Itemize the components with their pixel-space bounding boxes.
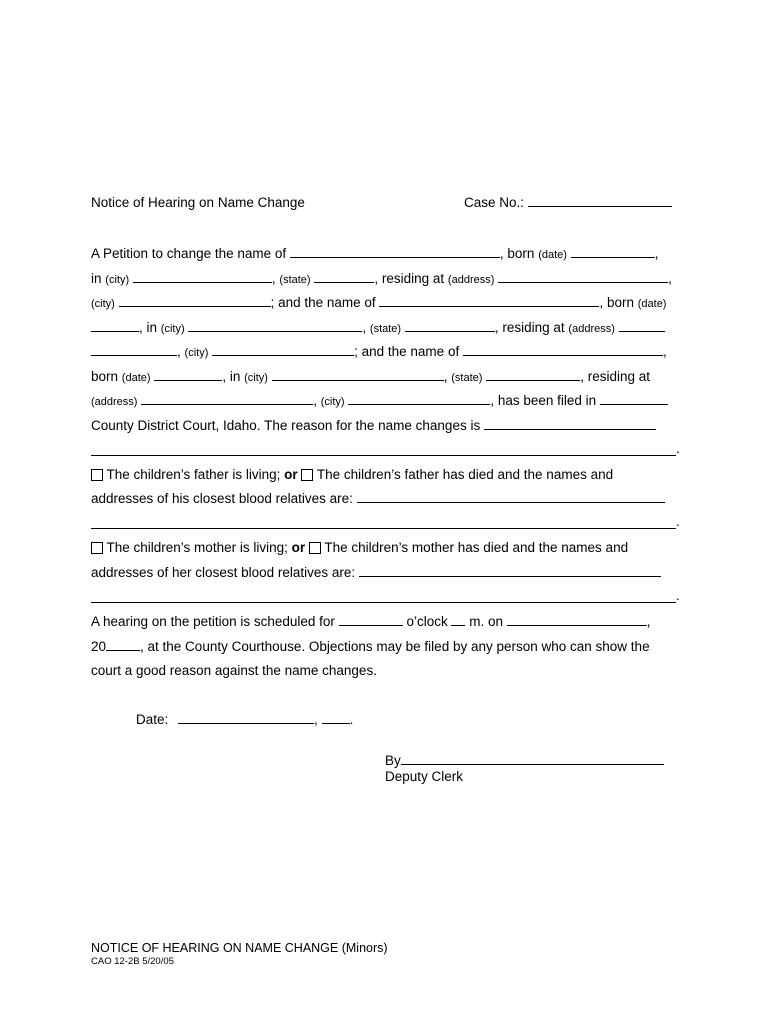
father-living-label: The children’s father is living; [106,467,281,482]
petition-line-8 [91,418,679,434]
footer-title: NOTICE OF HEARING ON NAME CHANGE (Minors) [91,941,388,955]
father-living-checkbox[interactable] [91,469,103,481]
case-number-blank[interactable] [528,195,672,207]
reason-blank-a[interactable] [484,418,656,430]
form-title: Notice of Hearing on Name Change [91,195,305,210]
child2-birthdate-blank[interactable] [91,320,139,332]
text: addresses of her closest blood relatives are: [91,565,356,580]
date-line [136,712,353,727]
child1-birthdate-blank[interactable] [571,246,655,258]
hearing-year-blank[interactable] [106,639,140,651]
text: , has been filed in [490,393,597,408]
hearing-line-2 [91,639,679,655]
text: , [222,369,227,384]
petition-line-3 [91,295,679,312]
text: born [91,369,119,384]
hearing-line-1 [91,614,679,630]
mother-living-label: The children’s mother is living; [106,540,288,555]
child3-address-blank[interactable] [141,393,313,405]
text: ; and the name of [270,295,376,310]
child2-birth-city-blank[interactable] [188,320,362,332]
child1-birth-state-blank[interactable] [314,271,374,283]
text: , [654,246,659,261]
text: , born [499,246,535,261]
hint-state: (state) [369,323,402,335]
year-blank[interactable] [322,712,350,724]
hint-date: (date) [121,372,151,384]
period: . [676,441,680,456]
petition-line-1 [91,246,679,263]
petition-line-6 [91,369,679,386]
child2-address-blank-b[interactable] [91,344,177,356]
child3-birth-city-blank[interactable] [272,369,444,381]
child1-address-blank[interactable] [498,271,668,283]
text: , [314,712,318,727]
hint-city: (city) [105,274,130,286]
child3-birth-state-blank[interactable] [486,369,580,381]
petition-line-7 [91,393,679,410]
text: , [271,271,276,286]
hint-address: (address) [447,274,495,286]
text: , at the County Courthouse. Objections may be filed by any person who can show the [140,639,650,654]
hearing-hour-blank[interactable] [339,614,403,626]
text: 20 [91,639,107,654]
text: , in [139,320,158,335]
petition-line-2 [91,271,679,288]
father-relatives-blank-b[interactable] [91,528,676,529]
text: A hearing on the petition is scheduled for [91,614,335,629]
mother-relatives-blank-a[interactable] [359,565,661,577]
text: , [443,369,448,384]
signature-line [385,753,664,768]
text: , residing at [580,369,650,384]
child2-birth-state-blank[interactable] [405,320,495,332]
child1-name-blank[interactable] [290,246,500,258]
text: addresses of his closest blood relatives are: [91,491,353,506]
deputy-clerk-label: Deputy Clerk [385,769,464,784]
mother-living-checkbox[interactable] [91,542,103,554]
mother-died-checkbox[interactable] [309,542,321,554]
period: . [676,514,680,529]
hint-city: (city) [244,372,268,384]
text: in [229,369,241,384]
mother-status-line [91,540,679,556]
text: in [91,271,102,286]
hint-city: (city) [91,298,115,310]
hint-city: (city) [184,347,209,359]
hint-city: (city) [320,396,345,408]
father-relatives-blank-a[interactable] [357,491,665,503]
text: , [668,271,672,286]
father-relatives-line [91,491,679,507]
signature-blank[interactable] [401,753,664,765]
child3-birthdate-blank[interactable] [154,369,222,381]
footer-code: CAO 12-2B 5/20/05 [91,956,174,967]
child2-city-blank[interactable] [212,344,354,356]
hint-city: (city) [160,323,185,335]
text: , [662,344,667,359]
father-status-line [91,467,679,483]
reason-blank-b[interactable] [91,455,676,456]
by-label: By [385,753,401,768]
mother-relatives-line [91,565,679,581]
period: . [676,588,680,603]
text: , [177,344,181,359]
child2-address-blank-a[interactable] [619,320,665,332]
case-number-label: Case No.: [464,195,525,210]
petition-line-5 [91,344,679,361]
text: , residing at [374,271,445,286]
hint-state: (state) [451,372,483,384]
child1-birth-city-blank[interactable] [133,271,272,283]
county-blank[interactable] [600,393,668,405]
hint-address: (address) [91,396,138,408]
text: , [646,614,651,629]
hint-address: (address) [568,323,615,335]
date-label: Date: [136,712,169,727]
or-label: or [291,540,306,555]
text: County District Court, Idaho. The reason for the name changes is [91,418,481,433]
text: , [313,393,317,408]
mother-died-label: The children’s mother has died and the names and [324,540,629,555]
text: ; and the name of [354,344,460,359]
hint-date: (date) [538,249,567,261]
child2-name-blank[interactable] [379,295,599,307]
text: . [349,712,354,727]
text: , born [599,295,634,310]
father-died-checkbox[interactable] [301,469,313,481]
petition-line-4 [91,320,679,337]
child3-city-blank[interactable] [348,393,490,405]
hint-state: (state) [279,274,311,286]
date-blank[interactable] [178,712,314,724]
text: , residing at [494,320,565,335]
hearing-date-blank[interactable] [507,614,647,626]
text: , [362,320,367,335]
mother-relatives-blank-b[interactable] [91,602,676,603]
text: A Petition to change the name of [91,246,287,261]
or-label: or [284,467,298,482]
child1-city-blank[interactable] [119,295,271,307]
father-died-label: The children’s father has died and the names and [316,467,614,482]
child3-name-blank[interactable] [463,344,663,356]
text: m. on [469,614,504,629]
am-pm-blank[interactable] [451,614,465,626]
case-number-field[interactable] [464,195,672,210]
hearing-line-3: court a good reason against the name changes. [91,663,377,678]
hint-date: (date) [637,298,667,310]
text: o’clock [406,614,448,629]
